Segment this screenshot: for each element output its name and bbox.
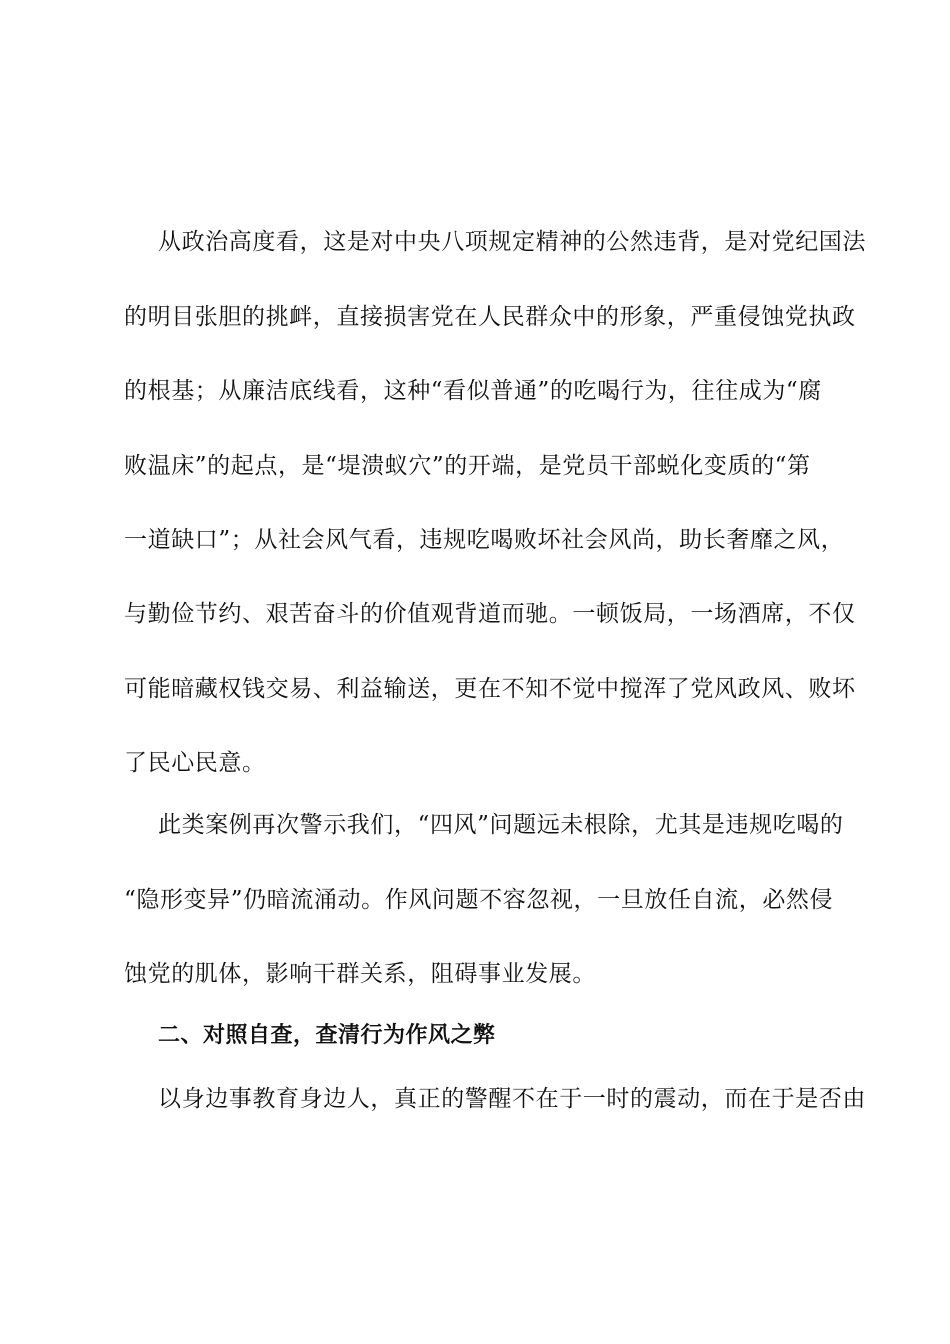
paragraph-line: 了民心民意。 xyxy=(124,750,266,776)
paragraph-line: 可能暗藏权钱交易、利益输送，更在不知不觉中搅浑了党风政风、败坏 xyxy=(124,676,856,702)
paragraph-line: 以身边事教育身边人，真正的警醒不在于一时的震动，而在于是否由 xyxy=(158,1086,866,1112)
paragraph-line: 与勤俭节约、艰苦奋斗的价值观背道而驰。一顿饭局，一场酒席，不仅 xyxy=(124,601,856,627)
paragraph-line: 此类案例再次警示我们，“四风”问题远未根除，尤其是违规吃喝的 xyxy=(158,812,844,838)
paragraph-line: 从政治高度看，这是对中央八项规定精神的公然违背，是对党纪国法 xyxy=(158,229,866,255)
paragraph-line: “隐形变异”仍暗流涌动。作风问题不容忽视，一旦放任自流，必然侵 xyxy=(124,887,834,913)
section-heading: 二、对照自查，查清行为作风之弊 xyxy=(158,1023,496,1048)
paragraph-line: 的根基；从廉洁底线看，这种“看似普通”的吃喝行为，往往成为“腐 xyxy=(124,378,822,404)
paragraph-line: 一道缺口”；从社会风气看，违规吃喝败坏社会风尚，助长奢靡之风， xyxy=(124,527,845,553)
paragraph-line: 败温床”的起点，是“堤溃蚁穴”的开端，是党员干部蜕化变质的“第 xyxy=(124,453,811,479)
paragraph-line: 蚀党的肌体，影响干群关系，阻碍事业发展。 xyxy=(124,961,596,987)
paragraph-line: 的明目张胆的挑衅，直接损害党在人民群众中的形象，严重侵蚀党执政 xyxy=(124,304,856,330)
